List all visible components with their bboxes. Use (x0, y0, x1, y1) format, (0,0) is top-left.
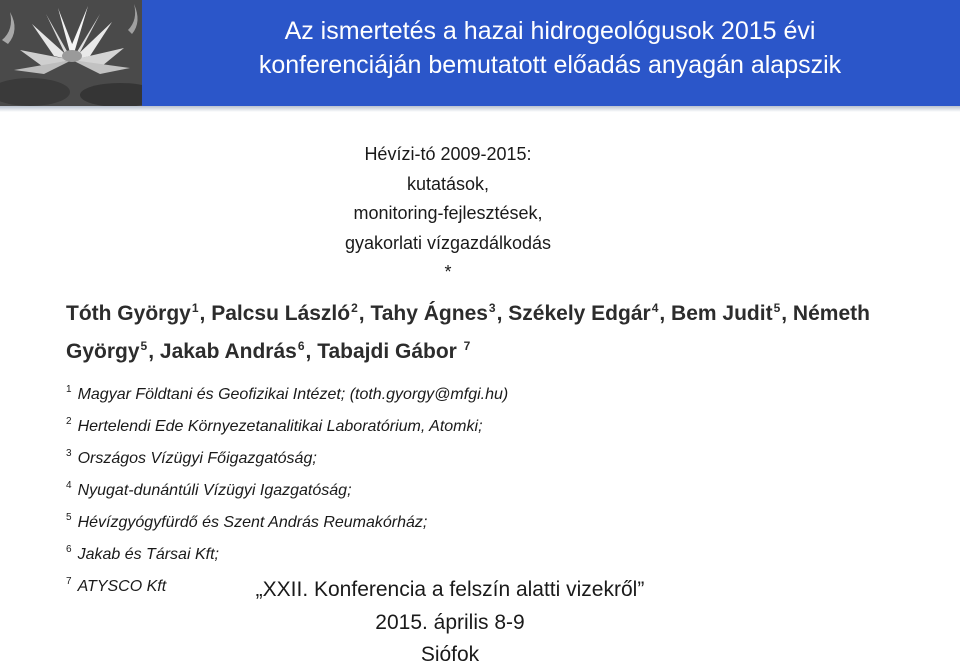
affiliation-text: Hertelendi Ede Környezetanalitikai Laboratórium, Atomki; (77, 418, 483, 435)
author-name: Palcsu László (211, 302, 351, 325)
water-lily-icon (0, 0, 142, 106)
affiliation-text: Magyar Földtani és Geofizikai Intézet; (toth.gyorgy@mfgi.hu) (77, 386, 509, 403)
author-affiliation-number: 3 (488, 301, 496, 315)
topic-line2: kutatások, (406, 173, 490, 194)
affiliation-item (66, 504, 926, 536)
header-title-line1: Az ismertetés a hazai hidrogeológusok 2015 évi (284, 17, 816, 45)
header-banner (0, 0, 960, 106)
header-title-line2: konferenciáján bemutatott előadás anyagán alapszik (258, 51, 842, 79)
author-separator: , (148, 340, 160, 363)
affiliation-number: 1 (66, 384, 72, 395)
affiliation-text: ATYSCO Kft (77, 578, 167, 595)
author-name: Tabajdi Gábor (317, 340, 463, 363)
conference-block (150, 574, 750, 672)
author-separator: , (358, 302, 371, 325)
conference-date: 2015. április 8-9 (375, 610, 525, 634)
topic-block (268, 140, 628, 288)
author-separator: , (496, 302, 509, 325)
affiliation-item (66, 440, 926, 472)
author-affiliation-number: 4 (651, 301, 659, 315)
affiliation-text: Hévízgyógyfürdő és Szent András Reumakórház; (77, 514, 428, 531)
author-affiliation-number: 5 (773, 301, 781, 315)
conference-place: Siófok (420, 643, 480, 666)
author-name: Tóth György (66, 302, 191, 325)
affiliation-item (66, 536, 926, 568)
author-separator: , (305, 340, 318, 363)
affiliation-item (66, 408, 926, 440)
author-affiliation-number: 6 (297, 339, 305, 353)
header-title (150, 14, 950, 82)
topic-line1: Hévízi-tó 2009-2015: (364, 144, 532, 164)
topic-line4: gyakorlati vízgazdálkodás (344, 232, 552, 253)
affiliation-number: 5 (66, 512, 72, 523)
affiliation-number: 7 (66, 576, 72, 587)
author-name: Bem Judit (671, 302, 773, 325)
affiliation-item (66, 472, 926, 504)
affiliation-text: Országos Vízügyi Főigazgatóság; (77, 450, 317, 467)
author-separator: , (199, 302, 212, 325)
header-shadow (0, 106, 960, 112)
affiliation-number: 3 (66, 448, 72, 459)
author-affiliation-number: 7 (463, 339, 471, 353)
author-affiliation-number: 2 (351, 301, 358, 315)
author-list (66, 292, 926, 368)
conference-title: „XXII. Konferencia a felszín alatti vizekről” (255, 578, 645, 601)
author-name: Jakab András (159, 340, 297, 363)
topic-separator: * (444, 262, 452, 282)
author-separator: , (781, 302, 793, 325)
affiliation-text: Jakab és Társai Kft; (77, 546, 219, 563)
affiliation-number: 6 (66, 544, 72, 555)
author-name: Székely Edgár (508, 302, 651, 325)
topic-line3: monitoring-fejlesztések, (353, 203, 543, 223)
affiliation-item (66, 376, 926, 408)
affiliation-number: 2 (66, 416, 72, 427)
author-separator: , (659, 302, 672, 325)
author-affiliation-number: 1 (191, 301, 199, 315)
affiliation-list (66, 376, 926, 600)
affiliation-number: 4 (66, 480, 72, 491)
author-name: Németh György (66, 302, 870, 363)
affiliation-text: Nyugat-dunántúli Vízügyi Igazgatóság; (77, 482, 352, 499)
author-affiliation-number: 5 (140, 339, 148, 353)
author-name: Tahy Ágnes (370, 302, 488, 325)
